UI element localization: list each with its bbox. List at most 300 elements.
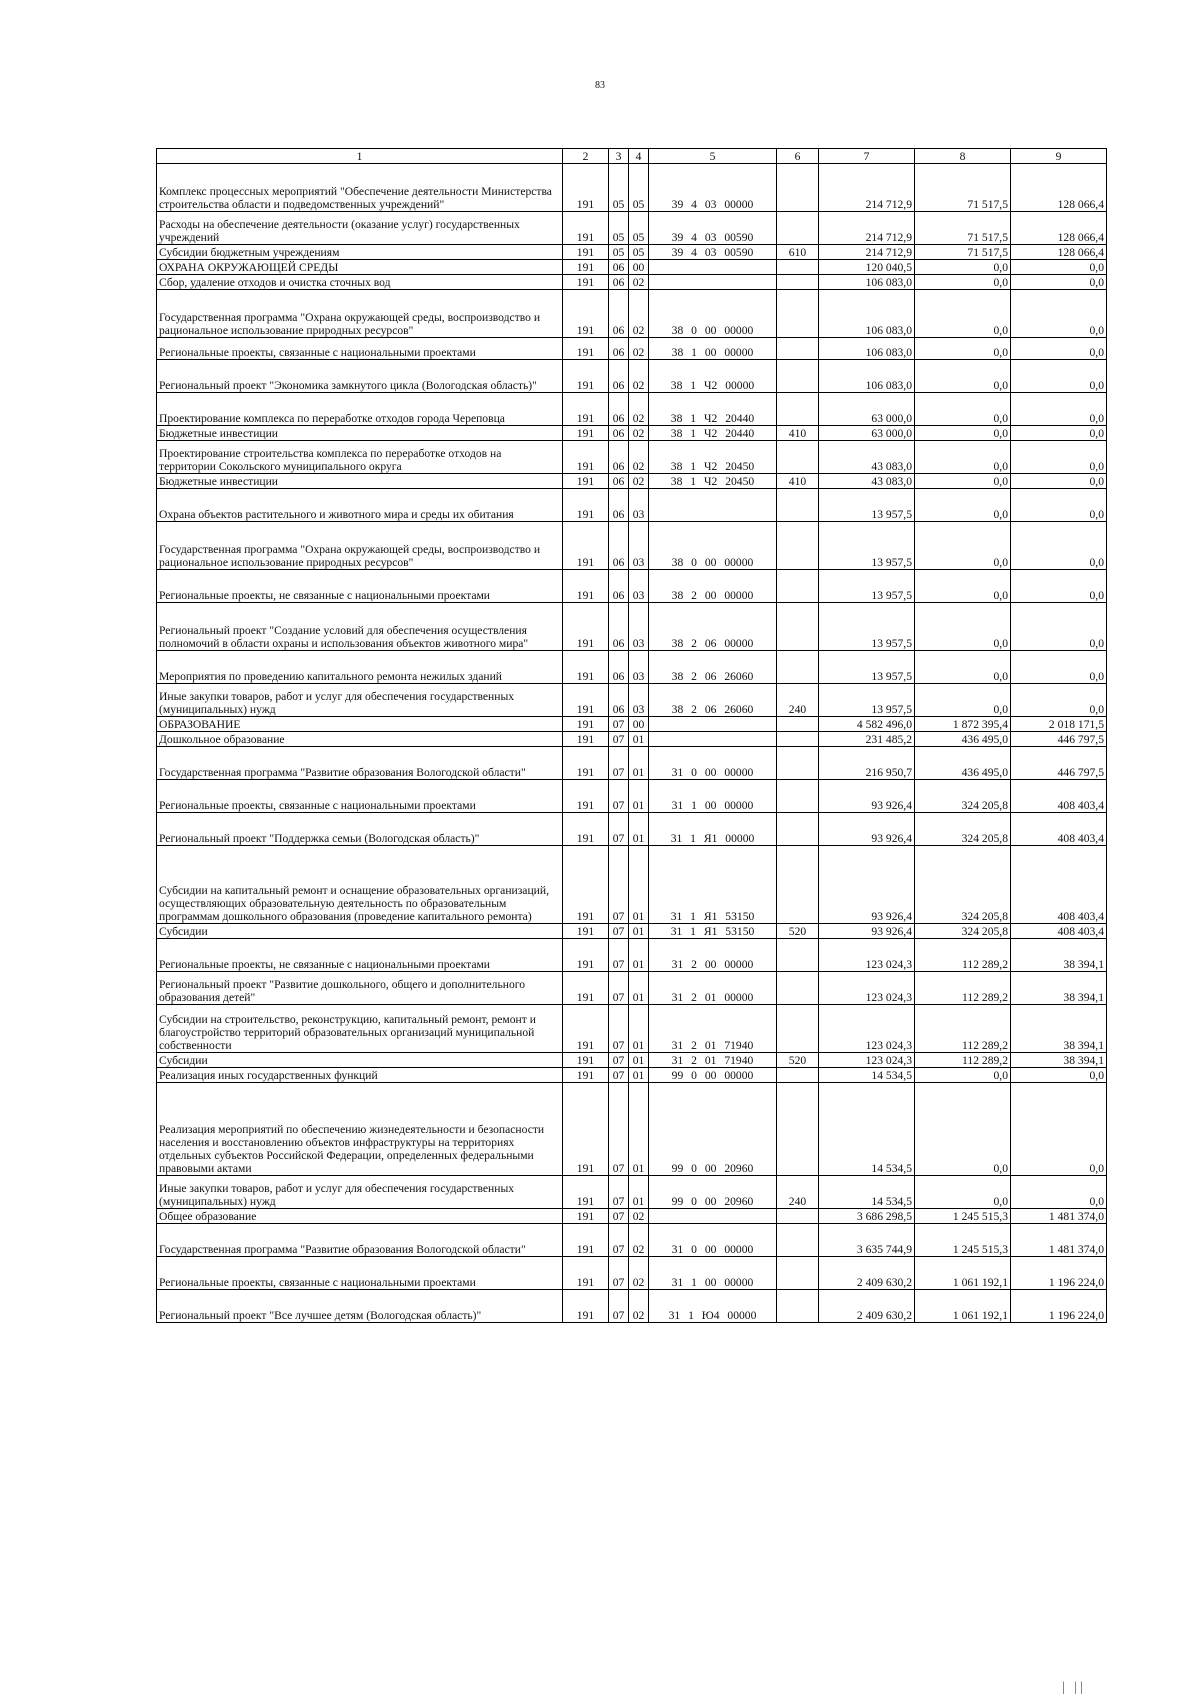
row-name: ОБРАЗОВАНИЕ — [157, 717, 563, 732]
subsection-code: 00 — [629, 717, 649, 732]
table-row — [157, 1053, 1107, 1068]
subsection-code: 01 — [629, 732, 649, 747]
amount-col-7: 214 712,9 — [819, 212, 915, 245]
expense-type-code — [777, 260, 819, 275]
grbs-code: 191 — [563, 522, 609, 570]
amount-col-8: 1 245 515,3 — [915, 1224, 1011, 1257]
table-row — [157, 603, 1107, 651]
row-name: Комплекс процессных мероприятий "Обеспечение деятельности Министерства строительства области и подведомственных учреждений" — [157, 164, 563, 212]
target-article-code — [649, 275, 777, 290]
amount-col-8: 0,0 — [915, 393, 1011, 426]
section-code: 07 — [609, 747, 629, 780]
amount-col-9: 0,0 — [1011, 338, 1107, 360]
section-code: 05 — [609, 245, 629, 260]
amount-col-9: 38 394,1 — [1011, 1053, 1107, 1068]
amount-col-7: 3 686 298,5 — [819, 1209, 915, 1224]
target-article-code: 31 1 Ю4 00000 — [649, 1290, 777, 1323]
table-row — [157, 684, 1107, 717]
amount-col-7: 93 926,4 — [819, 780, 915, 813]
subsection-code: 02 — [629, 1209, 649, 1224]
amount-col-8: 71 517,5 — [915, 212, 1011, 245]
expense-type-code — [777, 212, 819, 245]
target-article-code: 38 1 Ч2 20440 — [649, 426, 777, 441]
amount-col-8: 324 205,8 — [915, 846, 1011, 924]
target-article-code: 38 1 00 00000 — [649, 338, 777, 360]
expense-type-code — [777, 1005, 819, 1053]
section-code: 07 — [609, 732, 629, 747]
amount-col-7: 214 712,9 — [819, 245, 915, 260]
amount-col-9: 0,0 — [1011, 603, 1107, 651]
expense-type-code — [777, 1083, 819, 1176]
grbs-code: 191 — [563, 1083, 609, 1176]
grbs-code: 191 — [563, 360, 609, 393]
subsection-code: 05 — [629, 212, 649, 245]
grbs-code: 191 — [563, 164, 609, 212]
expense-type-code: 610 — [777, 245, 819, 260]
table-row — [157, 651, 1107, 684]
amount-col-8: 436 495,0 — [915, 732, 1011, 747]
amount-col-9: 38 394,1 — [1011, 972, 1107, 1005]
table-row — [157, 522, 1107, 570]
subsection-code: 03 — [629, 489, 649, 522]
column-header: 7 — [819, 149, 915, 164]
section-code: 06 — [609, 522, 629, 570]
row-name: Субсидии — [157, 1053, 563, 1068]
row-name: Сбор, удаление отходов и очистка сточных вод — [157, 275, 563, 290]
grbs-code: 191 — [563, 972, 609, 1005]
amount-col-7: 63 000,0 — [819, 393, 915, 426]
amount-col-8: 0,0 — [915, 474, 1011, 489]
expense-type-code — [777, 972, 819, 1005]
amount-col-9: 1 481 374,0 — [1011, 1224, 1107, 1257]
section-code: 06 — [609, 441, 629, 474]
table-row — [157, 474, 1107, 489]
row-name: Расходы на обеспечение деятельности (оказание услуг) государственных учреждений — [157, 212, 563, 245]
amount-col-9: 0,0 — [1011, 522, 1107, 570]
amount-col-8: 0,0 — [915, 360, 1011, 393]
grbs-code: 191 — [563, 747, 609, 780]
row-name: Региональные проекты, связанные с национальными проектами — [157, 338, 563, 360]
table-header-row — [157, 149, 1107, 164]
row-name: Иные закупки товаров, работ и услуг для обеспечения государственных (муниципальных) нужд — [157, 684, 563, 717]
row-name: Общее образование — [157, 1209, 563, 1224]
amount-col-9: 0,0 — [1011, 426, 1107, 441]
amount-col-8: 0,0 — [915, 570, 1011, 603]
target-article-code: 38 1 Ч2 20450 — [649, 441, 777, 474]
amount-col-7: 13 957,5 — [819, 522, 915, 570]
amount-col-8: 1 872 395,4 — [915, 717, 1011, 732]
amount-col-7: 106 083,0 — [819, 360, 915, 393]
section-code: 07 — [609, 1257, 629, 1290]
section-code: 06 — [609, 489, 629, 522]
subsection-code: 00 — [629, 260, 649, 275]
table-row — [157, 275, 1107, 290]
amount-col-9: 446 797,5 — [1011, 732, 1107, 747]
subsection-code: 01 — [629, 846, 649, 924]
subsection-code: 02 — [629, 338, 649, 360]
table-row — [157, 813, 1107, 846]
subsection-code: 02 — [629, 360, 649, 393]
row-name: Региональный проект "Создание условий для обеспечения осуществления полномочий в области охраны и использования объектов животного мира" — [157, 603, 563, 651]
table-row — [157, 1005, 1107, 1053]
table-row — [157, 732, 1107, 747]
target-article-code: 99 0 00 00000 — [649, 1068, 777, 1083]
table-row — [157, 338, 1107, 360]
row-name: Региональный проект "Поддержка семьи (Вологодская область)" — [157, 813, 563, 846]
expense-type-code — [777, 441, 819, 474]
grbs-code: 191 — [563, 717, 609, 732]
grbs-code: 191 — [563, 275, 609, 290]
target-article-code: 38 0 00 00000 — [649, 522, 777, 570]
row-name: Субсидии — [157, 924, 563, 939]
amount-col-9: 408 403,4 — [1011, 813, 1107, 846]
row-name: Региональные проекты, связанные с национальными проектами — [157, 1257, 563, 1290]
row-name: Региональные проекты, не связанные с национальными проектами — [157, 939, 563, 972]
amount-col-9: 0,0 — [1011, 441, 1107, 474]
section-code: 07 — [609, 813, 629, 846]
row-name: Государственная программа "Охрана окружающей среды, воспроизводство и рациональное использование природных ресурсов" — [157, 290, 563, 338]
amount-col-7: 2 409 630,2 — [819, 1257, 915, 1290]
subsection-code: 03 — [629, 603, 649, 651]
amount-col-9: 408 403,4 — [1011, 780, 1107, 813]
target-article-code: 38 2 06 26060 — [649, 684, 777, 717]
row-name: Региональные проекты, не связанные с национальными проектами — [157, 570, 563, 603]
section-code: 07 — [609, 846, 629, 924]
grbs-code: 191 — [563, 290, 609, 338]
amount-col-7: 106 083,0 — [819, 338, 915, 360]
expense-type-code: 520 — [777, 924, 819, 939]
amount-col-8: 324 205,8 — [915, 924, 1011, 939]
amount-col-7: 13 957,5 — [819, 489, 915, 522]
amount-col-9: 1 196 224,0 — [1011, 1290, 1107, 1323]
subsection-code: 01 — [629, 1053, 649, 1068]
expense-type-code — [777, 1068, 819, 1083]
amount-col-8: 0,0 — [915, 651, 1011, 684]
amount-col-7: 14 534,5 — [819, 1176, 915, 1209]
expense-type-code — [777, 338, 819, 360]
expense-type-code — [777, 290, 819, 338]
amount-col-9: 38 394,1 — [1011, 939, 1107, 972]
target-article-code: 31 1 00 00000 — [649, 780, 777, 813]
grbs-code: 191 — [563, 212, 609, 245]
target-article-code — [649, 717, 777, 732]
table-row — [157, 924, 1107, 939]
amount-col-7: 123 024,3 — [819, 1005, 915, 1053]
amount-col-9: 408 403,4 — [1011, 846, 1107, 924]
subsection-code: 03 — [629, 651, 649, 684]
amount-col-7: 93 926,4 — [819, 813, 915, 846]
column-header: 8 — [915, 149, 1011, 164]
expense-type-code — [777, 489, 819, 522]
amount-col-9: 0,0 — [1011, 684, 1107, 717]
scan-mark: | || — [1062, 1680, 1086, 1695]
amount-col-9: 0,0 — [1011, 651, 1107, 684]
table-row — [157, 245, 1107, 260]
amount-col-9: 1 481 374,0 — [1011, 1209, 1107, 1224]
amount-col-8: 0,0 — [915, 441, 1011, 474]
amount-col-8: 0,0 — [915, 260, 1011, 275]
table-row — [157, 1290, 1107, 1323]
amount-col-8: 112 289,2 — [915, 1053, 1011, 1068]
amount-col-8: 112 289,2 — [915, 972, 1011, 1005]
subsection-code: 02 — [629, 441, 649, 474]
table-row — [157, 441, 1107, 474]
amount-col-9: 2 018 171,5 — [1011, 717, 1107, 732]
amount-col-9: 0,0 — [1011, 1176, 1107, 1209]
amount-col-8: 1 061 192,1 — [915, 1257, 1011, 1290]
section-code: 06 — [609, 290, 629, 338]
amount-col-8: 71 517,5 — [915, 245, 1011, 260]
subsection-code: 02 — [629, 1224, 649, 1257]
table-row — [157, 290, 1107, 338]
amount-col-7: 93 926,4 — [819, 846, 915, 924]
expense-type-code — [777, 393, 819, 426]
table-row — [157, 1083, 1107, 1176]
row-name: Мероприятия по проведению капитального ремонта нежилых зданий — [157, 651, 563, 684]
amount-col-8: 112 289,2 — [915, 939, 1011, 972]
section-code: 06 — [609, 570, 629, 603]
row-name: Региональный проект "Все лучшее детям (Вологодская область)" — [157, 1290, 563, 1323]
amount-col-9: 0,0 — [1011, 290, 1107, 338]
grbs-code: 191 — [563, 474, 609, 489]
subsection-code: 02 — [629, 426, 649, 441]
section-code: 07 — [609, 1209, 629, 1224]
section-code: 06 — [609, 393, 629, 426]
subsection-code: 01 — [629, 1176, 649, 1209]
amount-col-7: 14 534,5 — [819, 1068, 915, 1083]
section-code: 07 — [609, 939, 629, 972]
grbs-code: 191 — [563, 780, 609, 813]
amount-col-7: 106 083,0 — [819, 275, 915, 290]
column-header: 1 — [157, 149, 563, 164]
amount-col-7: 214 712,9 — [819, 164, 915, 212]
amount-col-8: 0,0 — [915, 290, 1011, 338]
subsection-code: 02 — [629, 275, 649, 290]
subsection-code: 05 — [629, 164, 649, 212]
amount-col-9: 0,0 — [1011, 393, 1107, 426]
target-article-code: 31 2 01 71940 — [649, 1005, 777, 1053]
grbs-code: 191 — [563, 1068, 609, 1083]
row-name: Иные закупки товаров, работ и услуг для обеспечения государственных (муниципальных) нужд — [157, 1176, 563, 1209]
subsection-code: 02 — [629, 393, 649, 426]
grbs-code: 191 — [563, 441, 609, 474]
expense-type-code — [777, 939, 819, 972]
amount-col-7: 14 534,5 — [819, 1083, 915, 1176]
table-body — [157, 149, 1107, 1323]
subsection-code: 03 — [629, 570, 649, 603]
target-article-code: 39 4 03 00590 — [649, 212, 777, 245]
row-name: Региональный проект "Развитие дошкольного, общего и дополнительного образования детей" — [157, 972, 563, 1005]
section-code: 07 — [609, 1290, 629, 1323]
expense-type-code — [777, 570, 819, 603]
subsection-code: 01 — [629, 1005, 649, 1053]
subsection-code: 01 — [629, 780, 649, 813]
amount-col-8: 0,0 — [915, 489, 1011, 522]
expense-type-code — [777, 1209, 819, 1224]
table-row — [157, 1209, 1107, 1224]
table-row — [157, 260, 1107, 275]
section-code: 06 — [609, 338, 629, 360]
row-name: Бюджетные инвестиции — [157, 474, 563, 489]
table-row — [157, 360, 1107, 393]
target-article-code — [649, 1209, 777, 1224]
table-row — [157, 846, 1107, 924]
section-code: 06 — [609, 603, 629, 651]
section-code: 06 — [609, 651, 629, 684]
amount-col-9: 128 066,4 — [1011, 212, 1107, 245]
amount-col-8: 1 245 515,3 — [915, 1209, 1011, 1224]
amount-col-8: 112 289,2 — [915, 1005, 1011, 1053]
subsection-code: 02 — [629, 1257, 649, 1290]
amount-col-7: 231 485,2 — [819, 732, 915, 747]
row-name: Бюджетные инвестиции — [157, 426, 563, 441]
grbs-code: 191 — [563, 603, 609, 651]
expense-type-code — [777, 732, 819, 747]
subsection-code: 03 — [629, 522, 649, 570]
amount-col-8: 0,0 — [915, 1083, 1011, 1176]
expense-type-code — [777, 747, 819, 780]
subsection-code: 02 — [629, 1290, 649, 1323]
grbs-code: 191 — [563, 684, 609, 717]
table-row — [157, 717, 1107, 732]
amount-col-9: 0,0 — [1011, 260, 1107, 275]
table-row — [157, 1257, 1107, 1290]
amount-col-8: 0,0 — [915, 275, 1011, 290]
amount-col-9: 38 394,1 — [1011, 1005, 1107, 1053]
row-name: Государственная программа "Развитие образования Вологодской области" — [157, 1224, 563, 1257]
amount-col-7: 2 409 630,2 — [819, 1290, 915, 1323]
grbs-code: 191 — [563, 570, 609, 603]
amount-col-8: 0,0 — [915, 603, 1011, 651]
amount-col-9: 0,0 — [1011, 360, 1107, 393]
target-article-code: 31 2 01 71940 — [649, 1053, 777, 1068]
row-name: Дошкольное образование — [157, 732, 563, 747]
grbs-code: 191 — [563, 813, 609, 846]
table-row — [157, 1224, 1107, 1257]
target-article-code — [649, 260, 777, 275]
row-name: Реализация иных государственных функций — [157, 1068, 563, 1083]
amount-col-7: 123 024,3 — [819, 972, 915, 1005]
amount-col-9: 0,0 — [1011, 570, 1107, 603]
table-row — [157, 1068, 1107, 1083]
expense-type-code — [777, 717, 819, 732]
table-row — [157, 212, 1107, 245]
amount-col-7: 13 957,5 — [819, 651, 915, 684]
grbs-code: 191 — [563, 426, 609, 441]
expense-type-code: 520 — [777, 1053, 819, 1068]
grbs-code: 191 — [563, 939, 609, 972]
column-header: 3 — [609, 149, 629, 164]
amount-col-7: 93 926,4 — [819, 924, 915, 939]
column-header: 2 — [563, 149, 609, 164]
expense-type-code — [777, 275, 819, 290]
amount-col-8: 1 061 192,1 — [915, 1290, 1011, 1323]
section-code: 07 — [609, 717, 629, 732]
amount-col-7: 216 950,7 — [819, 747, 915, 780]
subsection-code: 01 — [629, 924, 649, 939]
row-name: Субсидии на капитальный ремонт и оснащение образовательных организаций, осуществляющих образовательную деятельность по образовательным программам дошкольного образования (проведение капитального ремонта) — [157, 846, 563, 924]
section-code: 07 — [609, 1053, 629, 1068]
subsection-code: 01 — [629, 1068, 649, 1083]
target-article-code: 31 1 00 00000 — [649, 1257, 777, 1290]
subsection-code: 01 — [629, 972, 649, 1005]
section-code: 07 — [609, 972, 629, 1005]
amount-col-8: 324 205,8 — [915, 813, 1011, 846]
row-name: Реализация мероприятий по обеспечению жизнедеятельности и безопасности населения и восстановлению объектов инфраструктуры на территориях отдельных субъектов Российской Федерации, определенных федеральными правовыми актами — [157, 1083, 563, 1176]
target-article-code: 31 2 00 00000 — [649, 939, 777, 972]
target-article-code — [649, 732, 777, 747]
amount-col-9: 446 797,5 — [1011, 747, 1107, 780]
expense-type-code — [777, 813, 819, 846]
expense-type-code — [777, 1224, 819, 1257]
column-header: 4 — [629, 149, 649, 164]
subsection-code: 03 — [629, 684, 649, 717]
grbs-code: 191 — [563, 338, 609, 360]
table-row — [157, 939, 1107, 972]
section-code: 07 — [609, 1176, 629, 1209]
subsection-code: 01 — [629, 939, 649, 972]
target-article-code: 99 0 00 20960 — [649, 1176, 777, 1209]
table-row — [157, 1176, 1107, 1209]
amount-col-9: 128 066,4 — [1011, 164, 1107, 212]
amount-col-9: 408 403,4 — [1011, 924, 1107, 939]
expense-type-code — [777, 360, 819, 393]
grbs-code: 191 — [563, 489, 609, 522]
section-code: 07 — [609, 1083, 629, 1176]
grbs-code: 191 — [563, 1257, 609, 1290]
amount-col-8: 436 495,0 — [915, 747, 1011, 780]
target-article-code — [649, 489, 777, 522]
amount-col-7: 43 083,0 — [819, 474, 915, 489]
expense-type-code — [777, 1257, 819, 1290]
grbs-code: 191 — [563, 245, 609, 260]
expense-type-code — [777, 522, 819, 570]
target-article-code: 38 1 Ч2 20440 — [649, 393, 777, 426]
page-number: 83 — [595, 80, 605, 91]
expense-type-code — [777, 780, 819, 813]
amount-col-7: 4 582 496,0 — [819, 717, 915, 732]
section-code: 05 — [609, 212, 629, 245]
amount-col-8: 71 517,5 — [915, 164, 1011, 212]
row-name: Субсидии на строительство, реконструкцию, капитальный ремонт, ремонт и благоустройство территорий образовательных организаций муниципальной собственности — [157, 1005, 563, 1053]
target-article-code: 39 4 03 00590 — [649, 245, 777, 260]
target-article-code: 31 1 Я1 00000 — [649, 813, 777, 846]
table-row — [157, 972, 1107, 1005]
section-code: 06 — [609, 474, 629, 489]
amount-col-8: 0,0 — [915, 684, 1011, 717]
row-name: Региональный проект "Экономика замкнутого цикла (Вологодская область)" — [157, 360, 563, 393]
amount-col-7: 123 024,3 — [819, 939, 915, 972]
table-row — [157, 164, 1107, 212]
table-row — [157, 426, 1107, 441]
expense-type-code — [777, 651, 819, 684]
target-article-code: 38 1 Ч2 20450 — [649, 474, 777, 489]
table-row — [157, 747, 1107, 780]
target-article-code: 31 0 00 00000 — [649, 747, 777, 780]
grbs-code: 191 — [563, 1053, 609, 1068]
amount-col-7: 63 000,0 — [819, 426, 915, 441]
expense-type-code: 410 — [777, 474, 819, 489]
amount-col-8: 0,0 — [915, 338, 1011, 360]
expense-type-code — [777, 164, 819, 212]
grbs-code: 191 — [563, 1224, 609, 1257]
amount-col-9: 0,0 — [1011, 474, 1107, 489]
target-article-code: 38 0 00 00000 — [649, 290, 777, 338]
target-article-code: 38 2 06 00000 — [649, 603, 777, 651]
amount-col-8: 0,0 — [915, 426, 1011, 441]
grbs-code: 191 — [563, 924, 609, 939]
table-row — [157, 570, 1107, 603]
